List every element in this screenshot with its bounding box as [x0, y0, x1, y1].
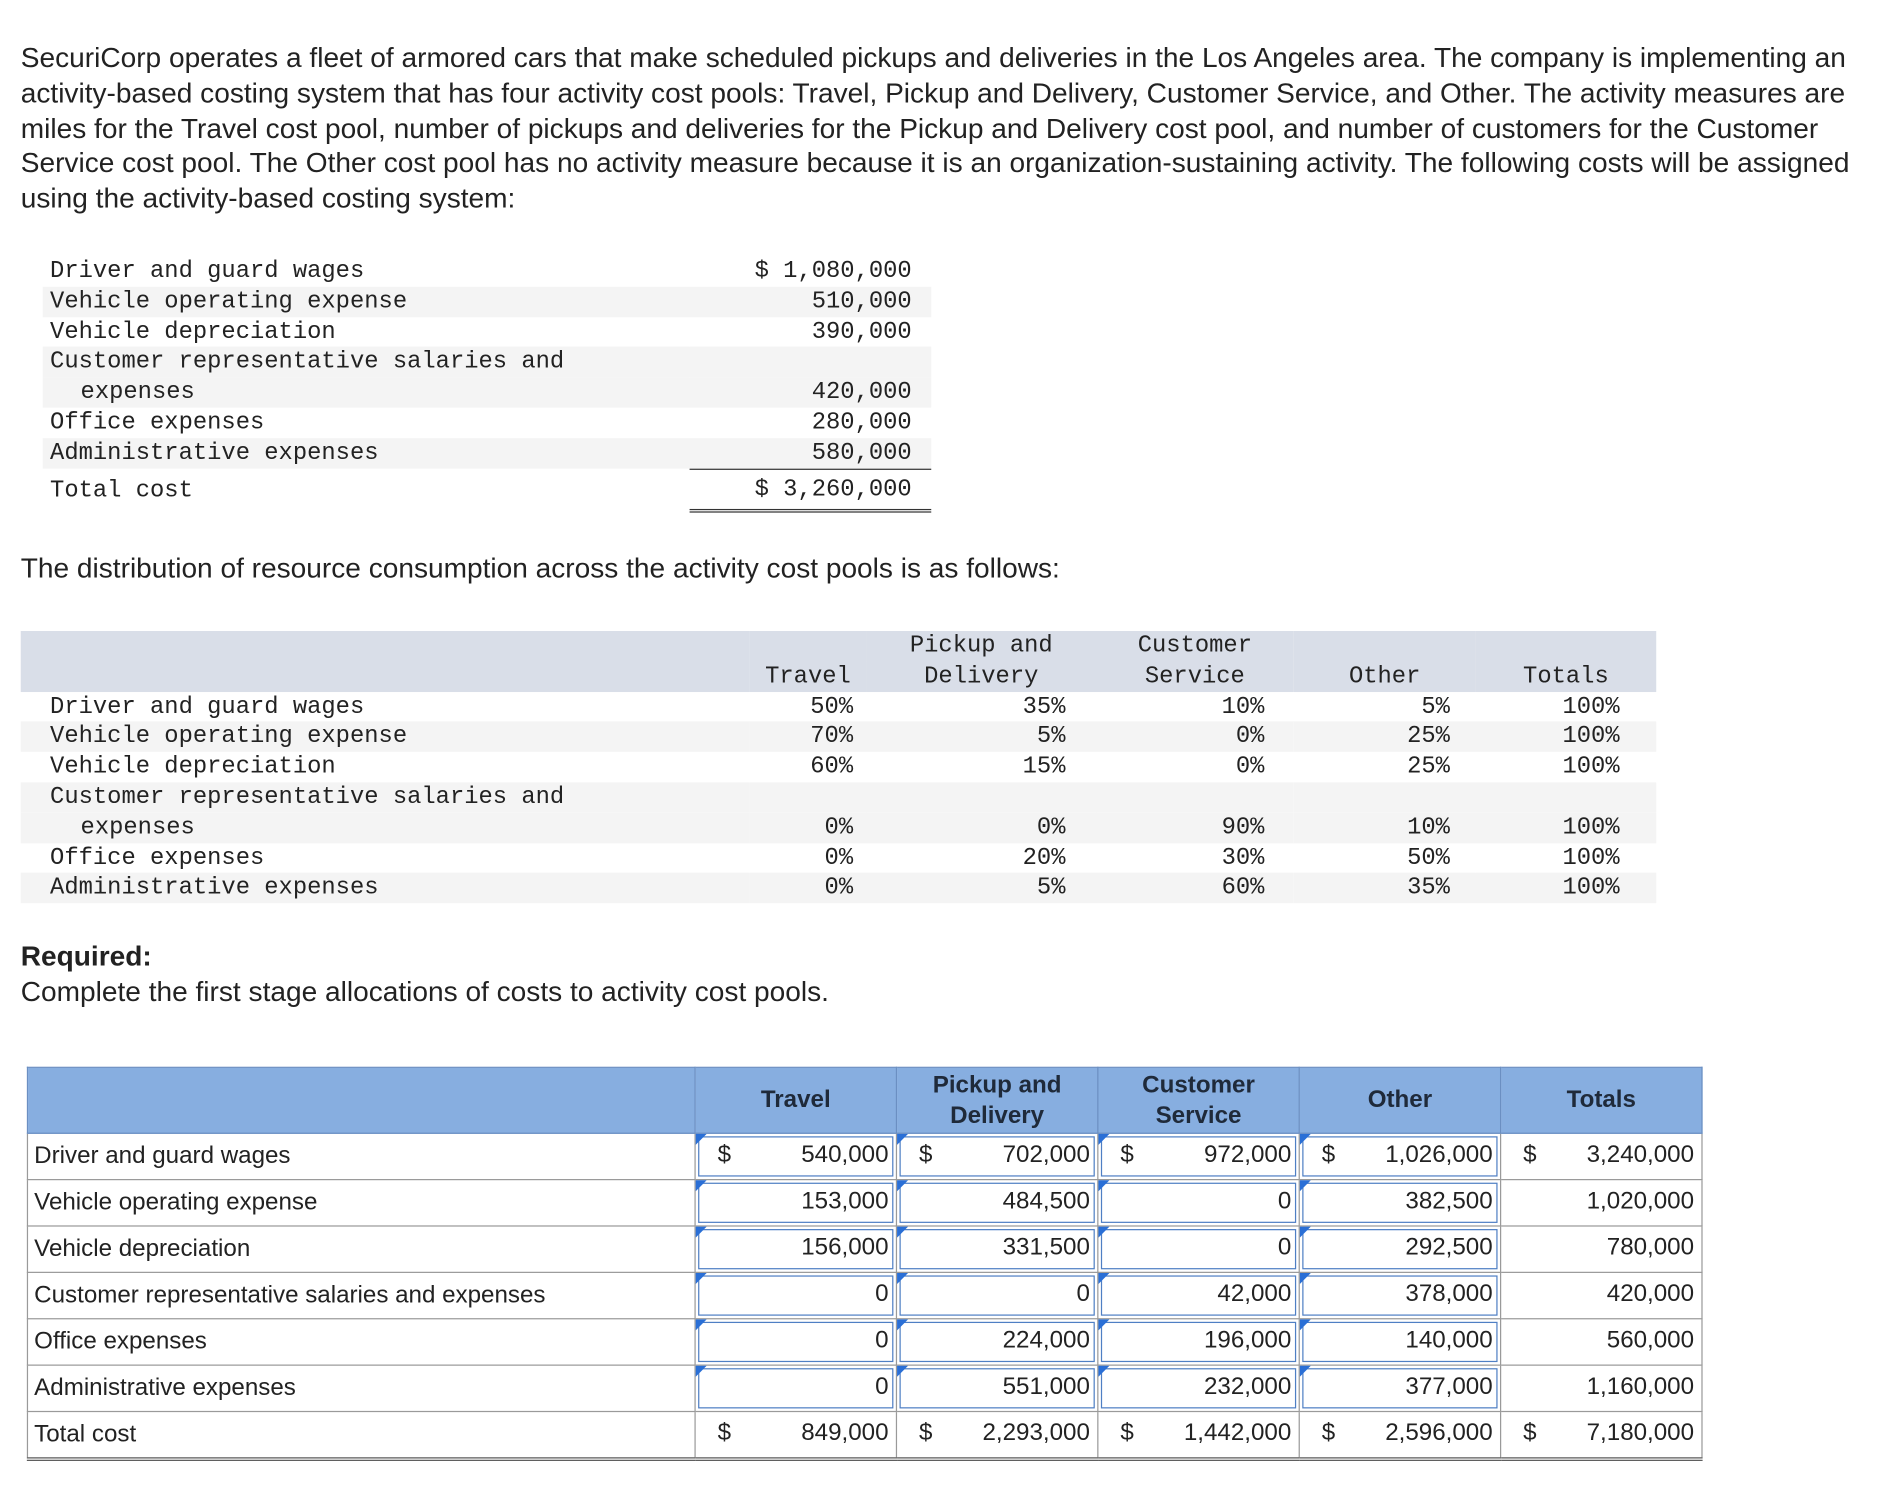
- distribution-row: [21, 752, 1656, 782]
- answer-input-border[interactable]: [698, 1275, 893, 1315]
- cost-list-table: [43, 256, 932, 512]
- distribution-label: Vehicle depreciation: [50, 753, 336, 781]
- distribution-cell: 100%: [1476, 722, 1657, 752]
- answer-header-customer-service: Customer Service: [1098, 1067, 1299, 1133]
- answer-input-cell[interactable]: [897, 1273, 1097, 1318]
- answer-row-label: Vehicle operating expense: [27, 1180, 695, 1226]
- distribution-table: [21, 631, 1656, 903]
- distribution-label: Driver and guard wages: [50, 692, 365, 720]
- cost-label: Vehicle depreciation: [50, 318, 336, 345]
- answer-row-label: Customer representative salaries and expenses: [27, 1272, 695, 1318]
- cell-marker-icon: [1300, 1273, 1311, 1284]
- dollar-sign: $: [1120, 1141, 1134, 1169]
- answer-input-cell[interactable]: [1300, 1134, 1500, 1179]
- dollar-sign: $: [919, 1141, 933, 1169]
- cost-total-row: [43, 469, 932, 510]
- answer-row: [27, 1180, 1702, 1226]
- distribution-cell: 25%: [1294, 722, 1476, 752]
- cell-marker-icon: [696, 1134, 707, 1145]
- distribution-cell: 100%: [1562, 692, 1620, 720]
- required-instructions: Complete the first stage allocations of costs to activity cost pools.: [20, 975, 829, 1007]
- distribution-cell: 25%: [1407, 753, 1450, 781]
- answer-row: [27, 1133, 1702, 1179]
- answer-input-cell[interactable]: [1098, 1227, 1298, 1272]
- cell-marker-icon: [1300, 1319, 1311, 1330]
- cost-row: [43, 256, 932, 286]
- distribution-header: Travel: [749, 661, 866, 691]
- answer-value-cell: [1501, 1319, 1701, 1364]
- answer-total-label: Total cost: [27, 1412, 695, 1460]
- distribution-cell: 100%: [1562, 844, 1620, 871]
- answer-input-cell[interactable]: [897, 1134, 1097, 1179]
- cost-amount: 390,000: [811, 318, 912, 345]
- answer-row: [27, 1272, 1702, 1318]
- cost-amount: 510,000: [690, 287, 932, 317]
- cell-marker-icon: [1300, 1366, 1311, 1377]
- cell-marker-icon: [897, 1227, 908, 1238]
- answer-row: [27, 1365, 1702, 1411]
- answer-input-cell[interactable]: [1300, 1273, 1500, 1318]
- dollar-sign: $: [1321, 1141, 1336, 1169]
- answer-row-label: Vehicle depreciation: [27, 1226, 695, 1272]
- answer-value-cell: [1501, 1134, 1701, 1179]
- dollar-sign: $: [1523, 1141, 1537, 1169]
- distribution-header: Delivery: [867, 661, 1096, 691]
- cost-label-continued: expenses: [43, 377, 690, 407]
- answer-input-border[interactable]: [900, 1275, 1095, 1315]
- distribution-header: Other: [1294, 661, 1476, 691]
- answer-input-cell[interactable]: [696, 1134, 896, 1179]
- answer-value: 331,500: [1002, 1233, 1090, 1261]
- answer-value: 0: [1076, 1280, 1090, 1308]
- distribution-header: Customer: [1096, 631, 1294, 661]
- answer-row: [27, 1226, 1702, 1272]
- answer-header-totals: Totals: [1501, 1067, 1702, 1133]
- answer-value: 849,000: [801, 1419, 889, 1447]
- cost-amount: 580,000: [690, 438, 932, 469]
- cost-label: Vehicle operating expense: [43, 287, 690, 317]
- distribution-cell: 35%: [1294, 873, 1476, 903]
- answer-value: 232,000: [1204, 1373, 1292, 1400]
- required-heading: Required:: [20, 939, 152, 972]
- distribution-cell: 30%: [1221, 844, 1265, 871]
- cell-marker-icon: [897, 1366, 908, 1377]
- cell-marker-icon: [1098, 1180, 1109, 1191]
- cell-marker-icon: [897, 1319, 908, 1330]
- cost-row: [43, 317, 932, 347]
- dollar-sign: $: [717, 1141, 732, 1169]
- answer-value: 702,000: [1002, 1141, 1090, 1169]
- distribution-cell: 60%: [810, 753, 854, 781]
- answer-value: 1,160,000: [1586, 1373, 1695, 1400]
- distribution-cell: 90%: [1096, 813, 1294, 843]
- answer-input-cell[interactable]: [696, 1366, 896, 1411]
- cost-row: [43, 377, 932, 407]
- dollar-sign: $: [717, 1419, 732, 1447]
- answer-value: 780,000: [1606, 1233, 1695, 1261]
- cell-marker-icon: [1098, 1366, 1109, 1377]
- distribution-header: Service: [1096, 661, 1294, 691]
- distribution-label: Vehicle operating expense: [21, 722, 750, 752]
- answer-input-border[interactable]: [698, 1322, 893, 1362]
- answer-input-cell[interactable]: [1300, 1319, 1500, 1364]
- cell-marker-icon: [1300, 1180, 1311, 1191]
- answer-input-cell[interactable]: [1098, 1319, 1298, 1364]
- answer-value-cell: [1501, 1366, 1701, 1411]
- distribution-header: Pickup and: [867, 631, 1096, 661]
- cell-marker-icon: [1300, 1227, 1311, 1238]
- cell-marker-icon: [1098, 1319, 1109, 1330]
- answer-input-cell[interactable]: [1098, 1366, 1298, 1411]
- cell-marker-icon: [1098, 1134, 1109, 1145]
- problem-intro: SecuriCorp operates a fleet of armored cars that make scheduled pickups and deliveries in the Los Angeles area. The company is implementing an activity-based costing system that has four activity cost pools: Travel, Pickup and Delivery, Customer Service, and Other. The activity measures are miles for the Travel cost pool, number of pickups and deliveries for the Pickup and Delivery cost pool, and number of customers for the Customer Service cost pool. The Other cost pool has no activity measure because it is an organization-sustaining activity. The following costs will be assigned using the activity-based costing system:: [20, 41, 1850, 214]
- answer-input-cell[interactable]: [897, 1227, 1097, 1272]
- distribution-label: Administrative expenses: [21, 873, 750, 903]
- cell-marker-icon: [696, 1273, 707, 1284]
- distribution-cell: 100%: [1476, 813, 1657, 843]
- answer-input-cell[interactable]: [1300, 1227, 1500, 1272]
- answer-value-cell: [1300, 1412, 1500, 1457]
- answer-value: 0: [875, 1373, 889, 1400]
- distribution-cell: 35%: [1022, 692, 1066, 720]
- cell-marker-icon: [696, 1319, 707, 1330]
- cost-row: [43, 408, 932, 438]
- distribution-row: [21, 782, 1656, 812]
- cell-marker-icon: [1300, 1134, 1311, 1145]
- distribution-cell: 0%: [749, 813, 866, 843]
- answer-header-row: [27, 1067, 1702, 1133]
- answer-value: 1,026,000: [1385, 1141, 1493, 1169]
- dollar-sign: $: [1120, 1419, 1134, 1447]
- answer-value: 2,596,000: [1385, 1419, 1493, 1447]
- answer-input-cell[interactable]: [696, 1273, 896, 1318]
- answer-header-travel: Travel: [695, 1067, 896, 1133]
- cell-marker-icon: [696, 1180, 707, 1191]
- answer-input-cell[interactable]: [1098, 1180, 1298, 1225]
- dollar-sign: $: [1523, 1419, 1537, 1447]
- answer-value-cell: [897, 1412, 1097, 1457]
- cell-marker-icon: [897, 1273, 908, 1284]
- answer-row-label: Administrative expenses: [27, 1365, 695, 1411]
- cost-row: [43, 347, 932, 377]
- answer-value: 2,293,000: [982, 1419, 1090, 1447]
- distribution-cell: 5%: [1421, 692, 1450, 720]
- answer-input-border[interactable]: [1101, 1183, 1296, 1223]
- answer-value: 0: [875, 1280, 889, 1308]
- distribution-label: Office expenses: [50, 844, 265, 871]
- answer-input-cell[interactable]: [1300, 1180, 1500, 1225]
- distribution-cell: 70%: [749, 722, 866, 752]
- cost-total-label: Total cost: [50, 477, 193, 505]
- allocation-answer-table: [27, 1067, 1703, 1461]
- distribution-caption: The distribution of resource consumption across the activity cost pools is as follows:: [20, 551, 1060, 584]
- cost-total-amount: $ 3,260,000: [690, 469, 932, 510]
- distribution-cell: 15%: [1022, 753, 1066, 781]
- distribution-row: [21, 722, 1656, 752]
- distribution-row: [21, 692, 1656, 722]
- distribution-label: Customer representative salaries and: [21, 782, 750, 812]
- answer-header-pickup-delivery: Pickup and Delivery: [896, 1067, 1097, 1133]
- answer-value: 140,000: [1405, 1326, 1493, 1354]
- answer-input-border[interactable]: [698, 1368, 893, 1408]
- cell-marker-icon: [897, 1134, 908, 1145]
- answer-input-cell[interactable]: [696, 1319, 896, 1364]
- distribution-cell: 0%: [749, 873, 866, 903]
- distribution-cell: 5%: [867, 722, 1096, 752]
- distribution-cell: 50%: [1407, 844, 1450, 871]
- answer-value: 382,500: [1405, 1187, 1493, 1215]
- distribution-cell: 100%: [1562, 753, 1620, 781]
- answer-value-cell: [1098, 1412, 1298, 1457]
- distribution-cell: 0%: [824, 844, 854, 871]
- answer-value: 7,180,000: [1586, 1419, 1695, 1447]
- answer-total-row: [27, 1412, 1702, 1460]
- answer-input-cell[interactable]: [1300, 1366, 1500, 1411]
- distribution-row: [21, 873, 1656, 903]
- answer-input-cell[interactable]: [897, 1180, 1097, 1225]
- answer-input-cell[interactable]: [1098, 1273, 1298, 1318]
- answer-row: [27, 1319, 1702, 1365]
- distribution-header-row-2: [21, 661, 1656, 691]
- cost-amount: 280,000: [811, 408, 912, 436]
- answer-input-cell[interactable]: [696, 1227, 896, 1272]
- distribution-cell: 0%: [1235, 753, 1265, 781]
- cost-amount: $ 1,080,000: [754, 257, 912, 285]
- distribution-header: Totals: [1476, 661, 1657, 691]
- answer-value: 3,240,000: [1586, 1141, 1695, 1169]
- cost-row: [43, 438, 932, 469]
- cost-row: [43, 287, 932, 317]
- cell-marker-icon: [1098, 1273, 1109, 1284]
- answer-value: 0: [1277, 1187, 1292, 1215]
- answer-value: 377,000: [1405, 1373, 1493, 1400]
- answer-value: 420,000: [1606, 1280, 1695, 1308]
- cost-label: Customer representative salaries and: [43, 347, 690, 377]
- cost-label: Administrative expenses: [43, 438, 690, 469]
- dollar-sign: $: [1321, 1419, 1336, 1447]
- answer-value: 560,000: [1606, 1326, 1695, 1354]
- answer-value: 153,000: [801, 1187, 889, 1215]
- distribution-label-continued: expenses: [21, 813, 750, 843]
- distribution-row: [21, 843, 1656, 873]
- answer-row-label: Driver and guard wages: [27, 1133, 695, 1179]
- cost-label: Driver and guard wages: [50, 257, 365, 285]
- answer-header-other: Other: [1299, 1067, 1500, 1133]
- cell-marker-icon: [1098, 1227, 1109, 1238]
- cost-amount: 420,000: [690, 377, 932, 407]
- distribution-cell: 60%: [1096, 873, 1294, 903]
- answer-value: 1,020,000: [1586, 1187, 1695, 1215]
- cost-label: Office expenses: [50, 408, 265, 436]
- answer-value-cell: [1501, 1180, 1701, 1225]
- answer-input-cell[interactable]: [897, 1319, 1097, 1364]
- distribution-cell: 20%: [1022, 844, 1066, 871]
- answer-input-border[interactable]: [1101, 1229, 1296, 1269]
- answer-value: 1,442,000: [1183, 1419, 1292, 1447]
- answer-value: 224,000: [1002, 1326, 1090, 1354]
- distribution-cell: 10%: [1221, 692, 1265, 720]
- distribution-row: [21, 813, 1656, 843]
- answer-value: 0: [875, 1326, 889, 1354]
- answer-input-cell[interactable]: [1098, 1134, 1298, 1179]
- distribution-cell: 100%: [1476, 873, 1657, 903]
- answer-value-cell: [1501, 1273, 1701, 1318]
- answer-value-cell: [1501, 1227, 1701, 1272]
- distribution-cell: 0%: [1096, 722, 1294, 752]
- cell-marker-icon: [696, 1366, 707, 1377]
- cell-marker-icon: [897, 1180, 908, 1191]
- answer-value: 540,000: [801, 1141, 889, 1169]
- distribution-cell: 5%: [867, 873, 1096, 903]
- answer-row-label: Office expenses: [27, 1319, 695, 1365]
- answer-value: 484,500: [1002, 1187, 1090, 1215]
- answer-value: 42,000: [1217, 1280, 1292, 1308]
- dollar-sign: $: [919, 1419, 933, 1447]
- cell-marker-icon: [696, 1227, 707, 1238]
- answer-value: 292,500: [1405, 1233, 1493, 1261]
- answer-value: 0: [1277, 1233, 1292, 1261]
- answer-value-cell: [696, 1412, 896, 1457]
- distribution-cell: 0%: [867, 813, 1096, 843]
- distribution-cell: 10%: [1294, 813, 1476, 843]
- answer-value: 196,000: [1204, 1326, 1292, 1354]
- answer-input-cell[interactable]: [696, 1180, 896, 1225]
- answer-input-cell[interactable]: [897, 1366, 1097, 1411]
- answer-value: 972,000: [1204, 1141, 1292, 1169]
- answer-value: 551,000: [1002, 1373, 1090, 1400]
- distribution-cell: 50%: [810, 692, 854, 720]
- answer-value-cell: [1501, 1412, 1701, 1457]
- distribution-header-row-1: [21, 631, 1656, 661]
- answer-value: 378,000: [1405, 1280, 1493, 1308]
- answer-value: 156,000: [801, 1233, 889, 1261]
